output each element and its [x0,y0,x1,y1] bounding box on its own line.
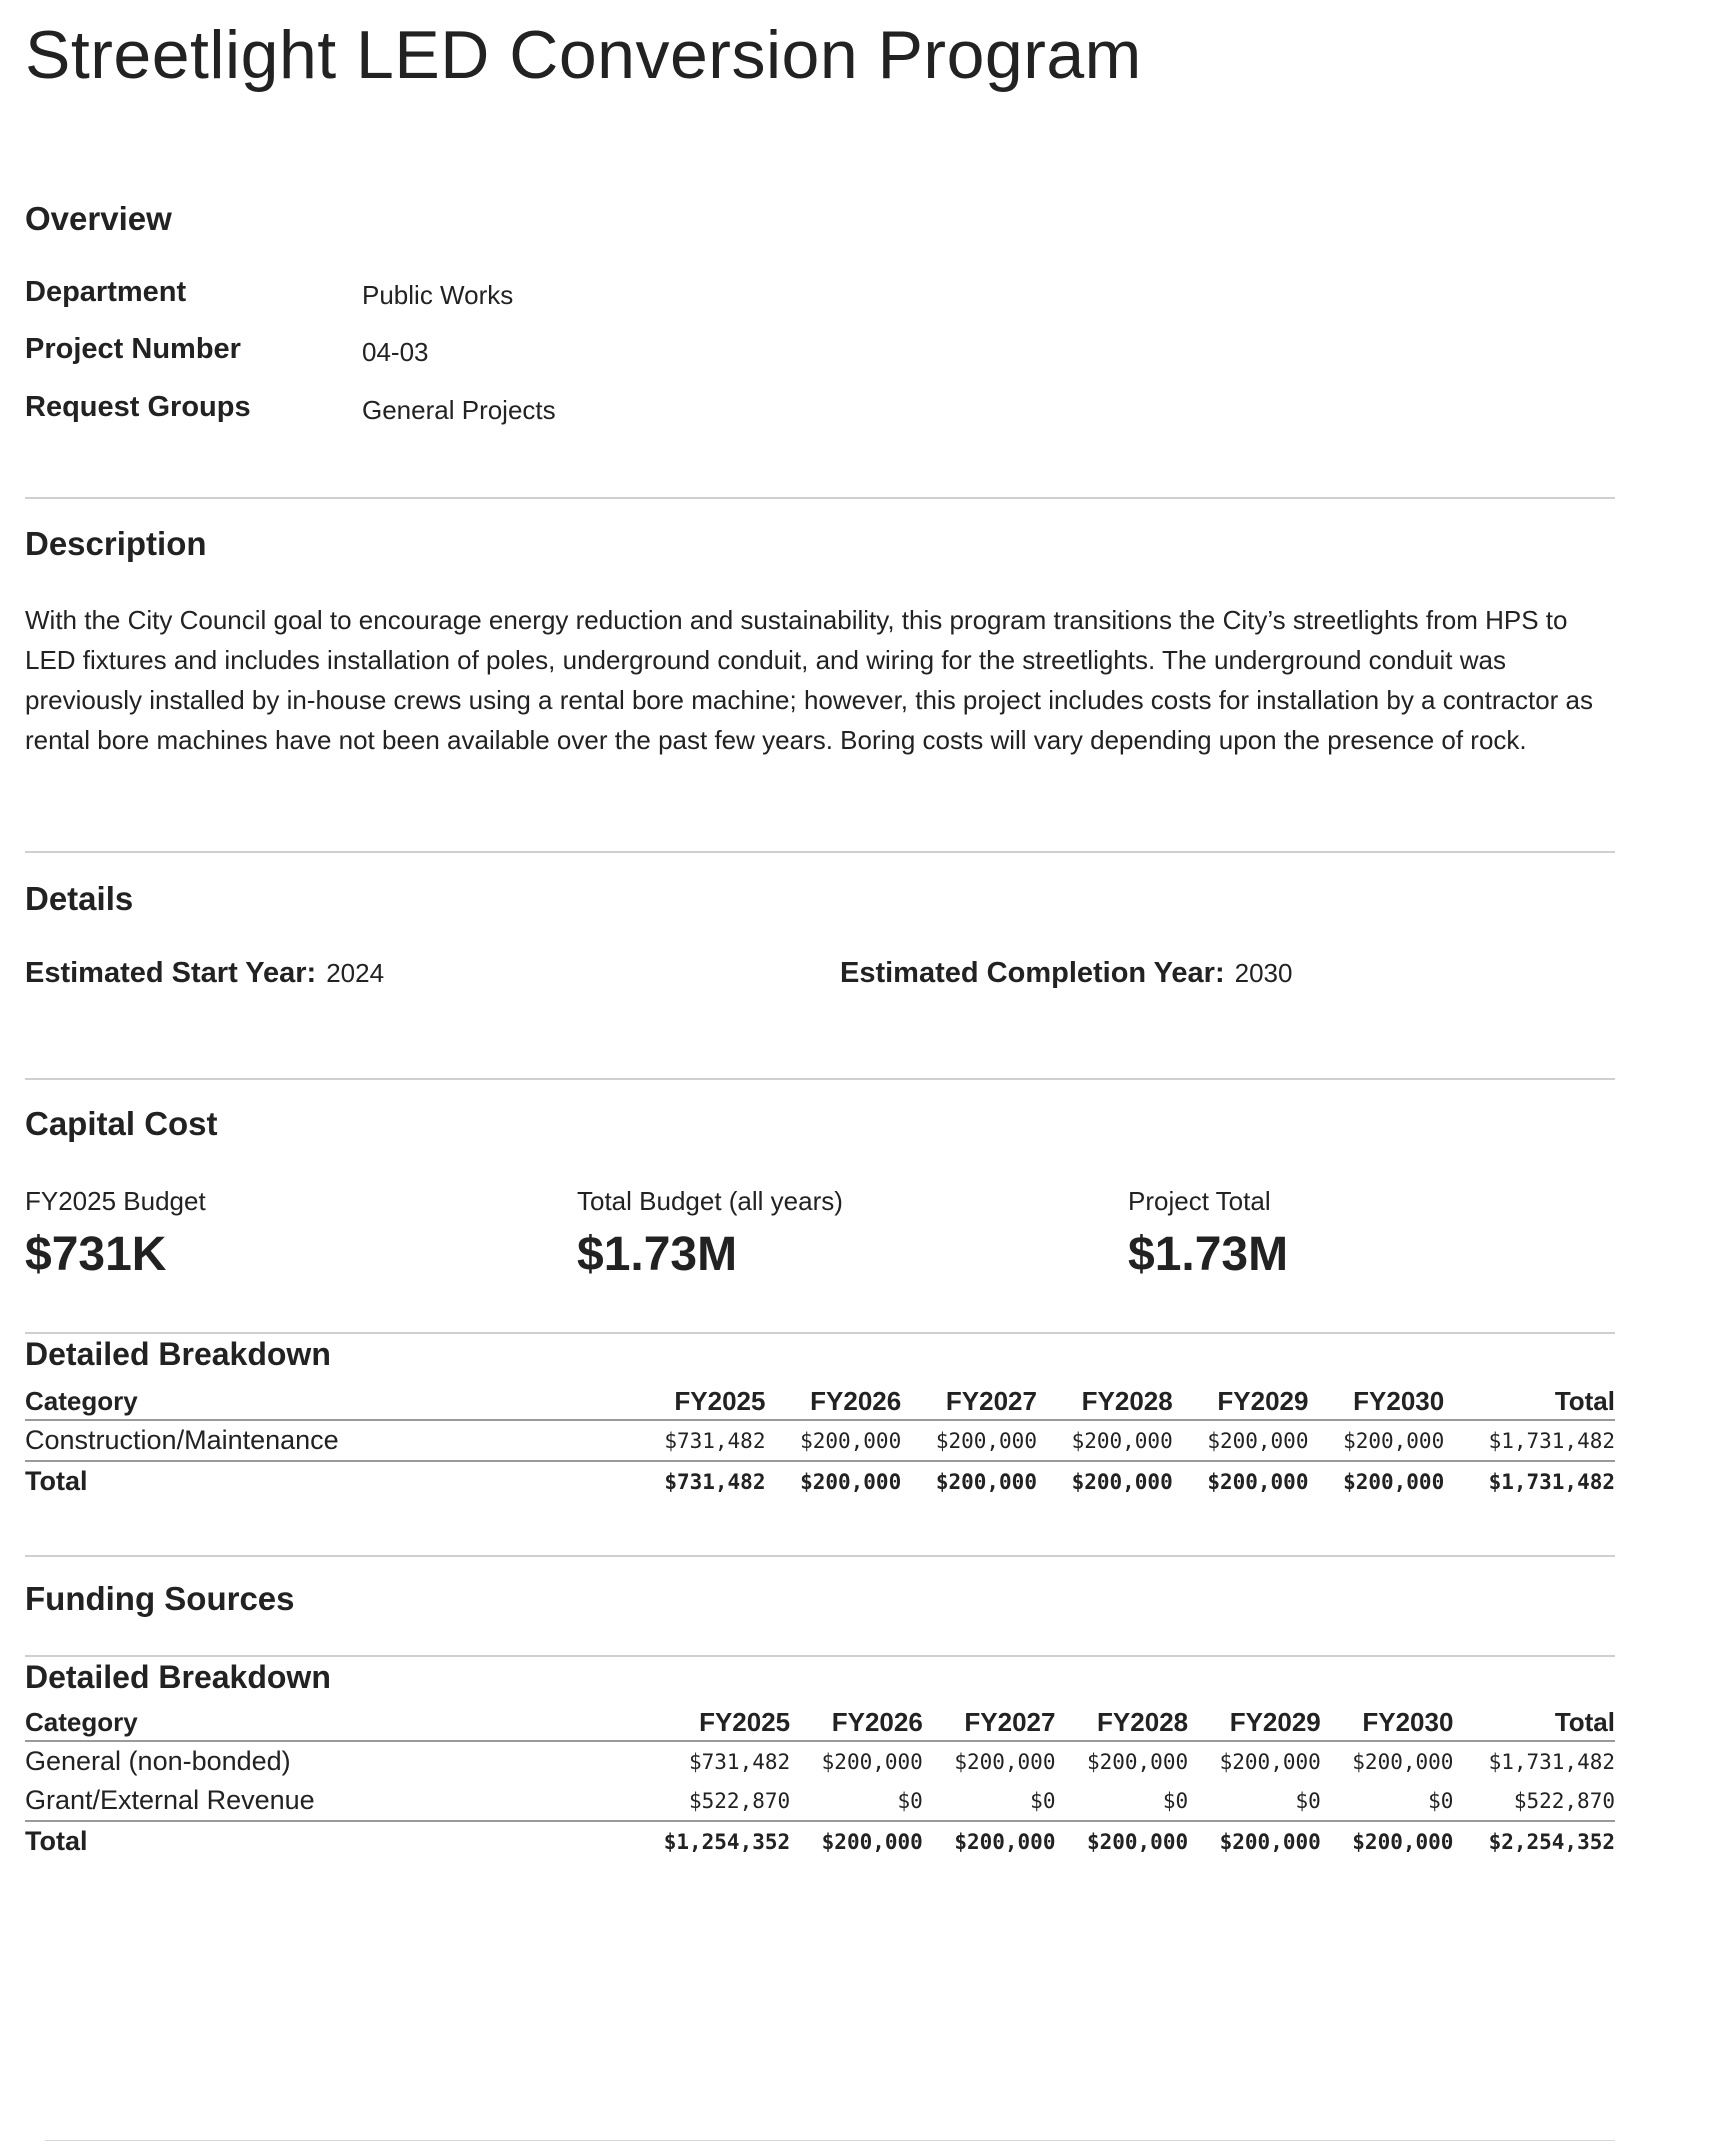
details-heading: Details [25,880,134,917]
divider [25,1078,1615,1080]
table-cell: General (non-bonded) [25,1746,291,1776]
department-label: Department [25,276,187,308]
column-header: Total [1444,1386,1615,1420]
metric-total-budget [577,1186,1117,1282]
table-cell: $200,000 [1071,1428,1173,1453]
table-cell: $200,000 [1352,1749,1454,1774]
table-cell: $200,000 [1055,1821,1188,1861]
start-year-value: 2024 [326,958,385,988]
completion-year-label: Estimated Completion Year: [840,957,1225,989]
table-header-row [25,1707,1615,1741]
table-cell: $200,000 [923,1821,1056,1861]
column-header: FY2025 [642,1386,765,1420]
table-cell: Total [25,1821,642,1861]
divider [25,1555,1615,1557]
metric-project-total [1128,1186,1668,1282]
project-number-value: 04-03 [362,337,429,367]
column-header: FY2025 [642,1707,790,1741]
table-header-row [25,1386,1615,1420]
metric-label: Total Budget (all years) [577,1186,843,1216]
table-cell: $522,870 [689,1788,791,1813]
metric-label: FY2025 Budget [25,1186,206,1216]
column-header: FY2026 [790,1707,923,1741]
divider [25,851,1615,853]
column-header: FY2027 [901,1386,1037,1420]
table-cell: $731,482 [689,1749,791,1774]
column-header: FY2030 [1321,1707,1454,1741]
column-header: FY2027 [923,1707,1056,1741]
funding-breakdown-heading: Detailed Breakdown [25,1659,331,1695]
table-cell: $1,731,482 [1488,1749,1615,1774]
estimated-start-year [25,957,384,990]
table-total-row [25,1821,1615,1861]
divider [25,1655,1615,1657]
table-row [25,1781,1615,1821]
metric-value: $1.73M [1128,1228,1289,1281]
table-cell: $200,000 [790,1821,923,1861]
page-title: Streetlight LED Conversion Program [25,17,1142,93]
estimated-completion-year [840,957,1292,990]
project-number-label: Project Number [25,333,241,365]
description-text: With the City Council goal to encourage energy reduction and sustainability, this program transitions the City’s streetlights from HPS to LED fixtures and includes installation of poles, underground conduit, and wiring for the streetlights. The underground conduit was previously installed by in-house crews using a rental bore machine; however, this project includes costs for installation by a contractor as rental bore machines have not been available over the past few years. Boring costs will vary depending upon the presence of rock. [25,605,1594,755]
table-cell: $522,870 [1513,1788,1615,1813]
column-header: FY2030 [1308,1386,1444,1420]
request-groups-value: General Projects [362,395,556,425]
table-cell: $0 [897,1788,923,1813]
table-cell: $731,482 [642,1461,765,1501]
table-cell: $1,731,482 [1444,1461,1615,1501]
start-year-label: Estimated Start Year: [25,957,317,989]
table-cell: $0 [1295,1788,1321,1813]
divider [25,497,1615,499]
metric-value: $1.73M [577,1228,738,1281]
column-header: FY2028 [1055,1707,1188,1741]
metric-value: $731K [25,1228,167,1281]
table-cell: $200,000 [765,1461,901,1501]
table-cell: Grant/External Revenue [25,1785,315,1815]
table-cell: Construction/Maintenance [25,1425,339,1455]
table-cell: $2,254,352 [1453,1821,1615,1861]
overview-heading: Overview [25,200,172,237]
footer-divider [45,2140,1615,2141]
table-cell: $200,000 [954,1749,1056,1774]
column-header: FY2029 [1188,1707,1321,1741]
table-cell: $200,000 [1207,1428,1309,1453]
completion-year-value: 2030 [1234,958,1293,988]
table-cell: $200,000 [1219,1749,1321,1774]
column-header: Total [1453,1707,1615,1741]
capital-cost-table [25,1386,1615,1501]
table-cell: $0 [1428,1788,1454,1813]
table-row [25,1420,1615,1461]
table-cell: $0 [1030,1788,1056,1813]
description-heading: Description [25,525,207,562]
column-header: FY2028 [1037,1386,1173,1420]
table-cell: $200,000 [800,1428,902,1453]
table-cell: $200,000 [1343,1428,1445,1453]
table-cell: $200,000 [1188,1821,1321,1861]
table-cell: $0 [1162,1788,1189,1813]
column-header: Category [25,1707,642,1741]
column-header: Category [25,1386,642,1420]
column-header: FY2029 [1173,1386,1309,1420]
table-total-row [25,1461,1615,1501]
metric-label: Project Total [1128,1186,1271,1216]
funding-sources-table [25,1707,1615,1861]
table-cell: $200,000 [1086,1749,1189,1774]
table-cell: $200,000 [1173,1461,1309,1501]
table-cell: $200,000 [821,1749,923,1774]
table-cell: $1,731,482 [1488,1428,1615,1453]
column-header: FY2026 [765,1386,901,1420]
department-value: Public Works [362,280,514,310]
table-cell: $1,254,352 [642,1821,790,1861]
metric-fy2025-budget [25,1186,565,1282]
divider [25,1332,1615,1334]
table-cell: Total [25,1461,642,1501]
table-cell: $200,000 [1308,1461,1444,1501]
request-groups-label: Request Groups [25,391,251,423]
table-cell: $200,000 [1321,1821,1454,1861]
capital-cost-heading: Capital Cost [25,1105,218,1142]
table-cell: $200,000 [1037,1461,1173,1501]
table-cell: $200,000 [901,1461,1037,1501]
capital-breakdown-heading: Detailed Breakdown [25,1336,331,1372]
table-cell: $200,000 [935,1428,1037,1453]
table-cell: $731,482 [664,1428,766,1453]
funding-sources-heading: Funding Sources [25,1580,295,1617]
table-row [25,1741,1615,1781]
